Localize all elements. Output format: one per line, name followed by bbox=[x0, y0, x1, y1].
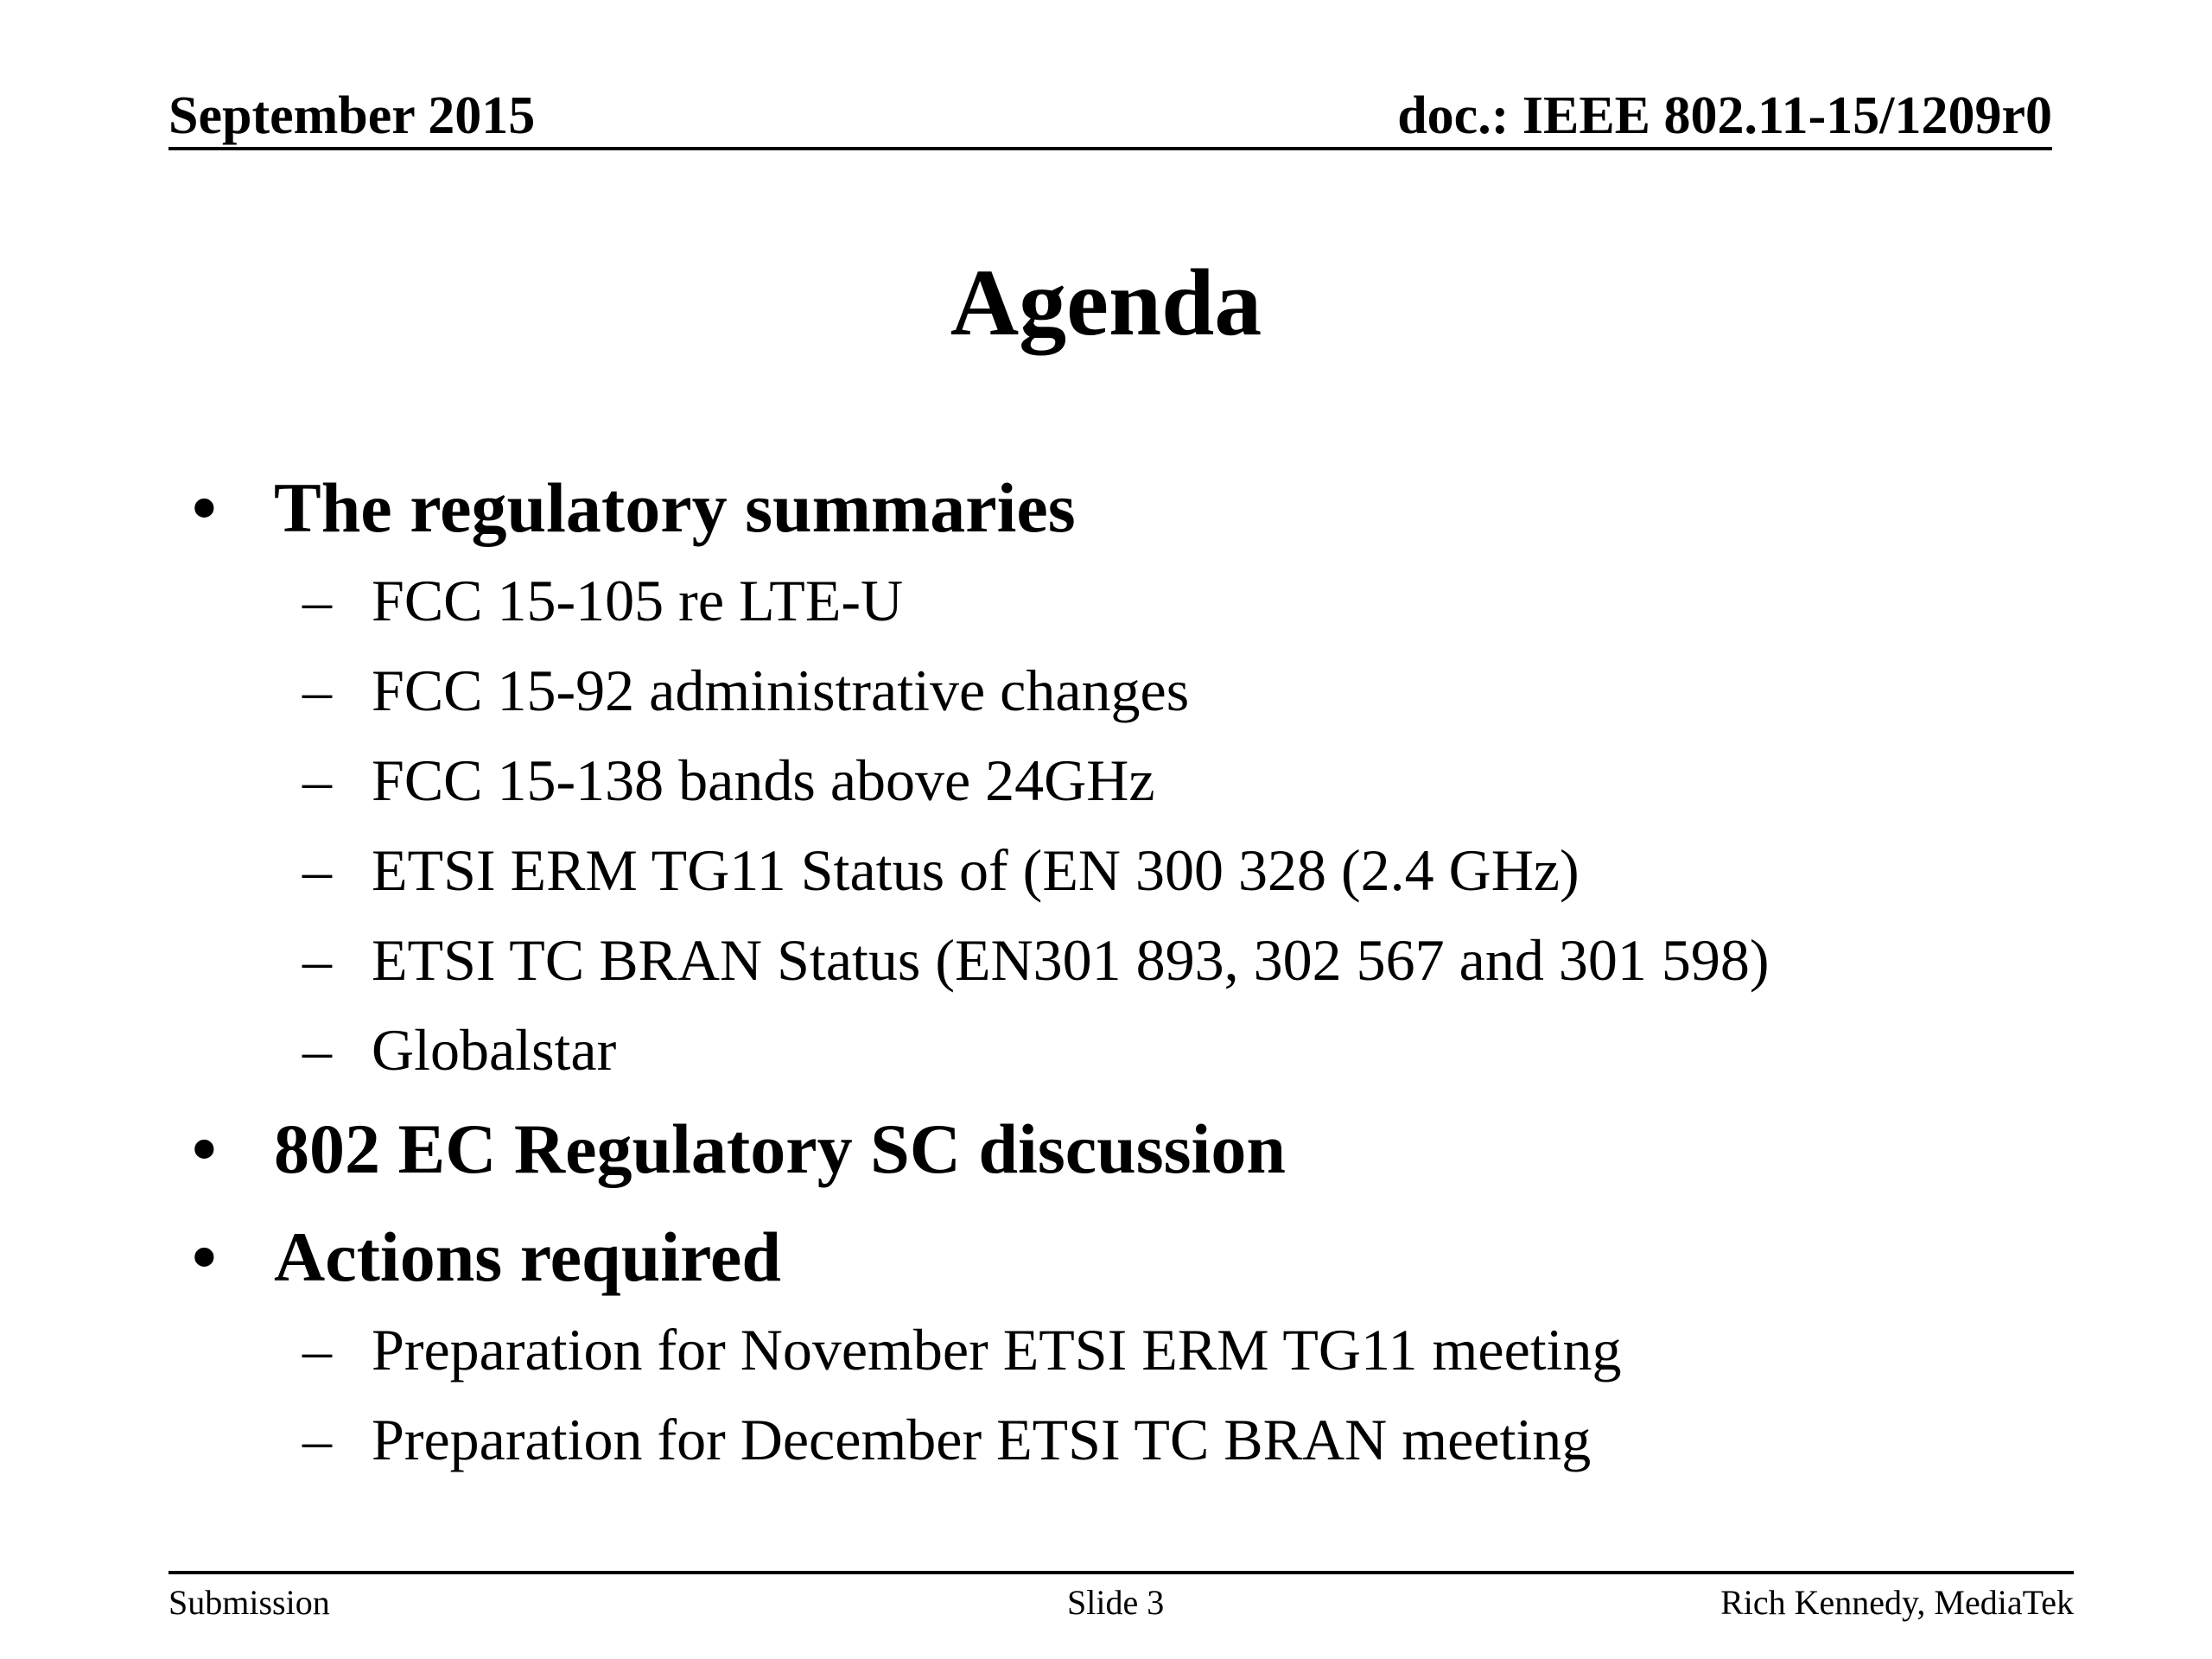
sub-item-label: FCC 15-92 administrative changes bbox=[372, 658, 1190, 723]
sub-item-label: FCC 15-105 re LTE-U bbox=[372, 568, 904, 633]
dash-icon: – bbox=[302, 747, 332, 813]
slide-footer bbox=[168, 1571, 2074, 1626]
sub-item-label: Globalstar bbox=[372, 1017, 617, 1083]
bullet-icon: • bbox=[192, 1217, 217, 1296]
footer-slide-number: Slide 3 bbox=[1067, 1583, 1165, 1622]
agenda-item-label: 802 EC Regulatory SC discussion bbox=[274, 1109, 1286, 1188]
sub-item-label: Preparation for November ETSI ERM TG11 meeting bbox=[372, 1317, 1622, 1382]
bullet-icon: • bbox=[192, 468, 217, 547]
dash-icon: – bbox=[302, 1317, 332, 1382]
agenda-item-label: Actions required bbox=[274, 1217, 781, 1296]
header-date: September 2015 bbox=[168, 86, 536, 145]
footer-submission: Submission bbox=[168, 1583, 330, 1622]
sub-item-label: FCC 15-138 bands above 24GHz bbox=[372, 747, 1155, 813]
sub-item-label: Preparation for December ETSI TC BRAN meeting bbox=[372, 1407, 1592, 1472]
sub-item-label: ETSI TC BRAN Status (EN301 893, 302 567 and 301 598) bbox=[372, 927, 1770, 993]
header-doc-id: doc.: IEEE 802.11-15/1209r0 bbox=[1397, 86, 2052, 145]
dash-icon: – bbox=[302, 837, 332, 903]
slide-title: Agenda bbox=[950, 250, 1262, 355]
bullet-icon: • bbox=[192, 1109, 217, 1188]
dash-icon: – bbox=[302, 1407, 332, 1472]
dash-icon: – bbox=[302, 658, 332, 723]
dash-icon: – bbox=[302, 1017, 332, 1083]
agenda-item-label: The regulatory summaries bbox=[274, 468, 1076, 547]
dash-icon: – bbox=[302, 927, 332, 993]
sub-item-label: ETSI ERM TG11 Status of (EN 300 328 (2.4 GHz) bbox=[372, 837, 1580, 903]
footer-author: Rich Kennedy, MediaTek bbox=[1720, 1583, 2074, 1622]
dash-icon: – bbox=[302, 568, 332, 633]
